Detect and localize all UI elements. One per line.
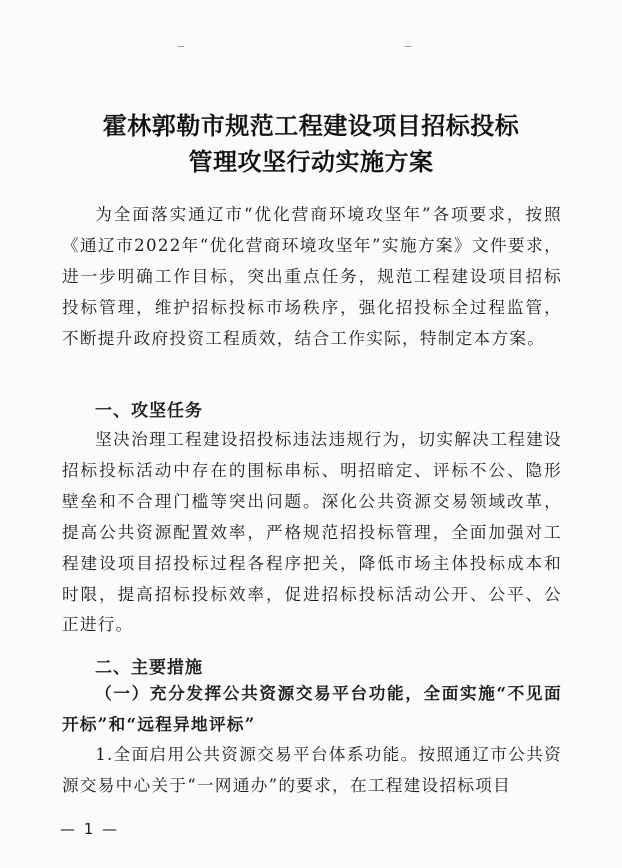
page-number: — 1 — — [60, 820, 120, 838]
section-2-heading: 二、主要措施 — [95, 658, 203, 678]
scan-mark — [178, 46, 184, 47]
intro-paragraph: 为全面落实通辽市“优化营商环境攻坚年”各项要求，按照《通辽市2022年“优化营商环境攻坚年”实施方案》文件要求，进一步明确工作目标，突出重点任务，规范工程建设项目招标投标管理，维护招标投标市场秩序，强化招投标全过程监管，不断提升政府投资工程质效，结合工作实际，特制定本方案。 — [62, 205, 562, 348]
document-title-line-1: 霍林郭勒市规范工程建设项目招标投标 — [102, 111, 520, 140]
item-1-paragraph: 1.全面启用公共资源交易平台体系功能。按照通辽市公共资源交易中心关于“一网通办”的要求，在工程建设招标项目 — [62, 745, 562, 795]
subsection-1-heading: （一）充分发挥公共资源交易平台功能，全面实施“不见面开标”和“远程异地评标” — [62, 683, 562, 734]
section-1-body: 坚决治理工程建设招投标违法违规行为，切实解决工程建设招标投标活动中存在的围标串标、明招暗定、评标不公、隐形壁垒和不合理门槛等突出问题。深化公共资源交易领域改革，提高公共资源配置效率，严格规范招投标管理，全面加强对工程建设项目招投标过程各程序把关，降低市场主体投标成本和时限，提高招标投标效率，促进招标投标活动公开、公平、公正进行。 — [62, 430, 562, 635]
document-title-line-2: 管理攻坚行动实施方案 — [188, 147, 434, 176]
section-1-heading: 一、攻坚任务 — [95, 401, 203, 421]
scan-mark — [405, 46, 411, 47]
